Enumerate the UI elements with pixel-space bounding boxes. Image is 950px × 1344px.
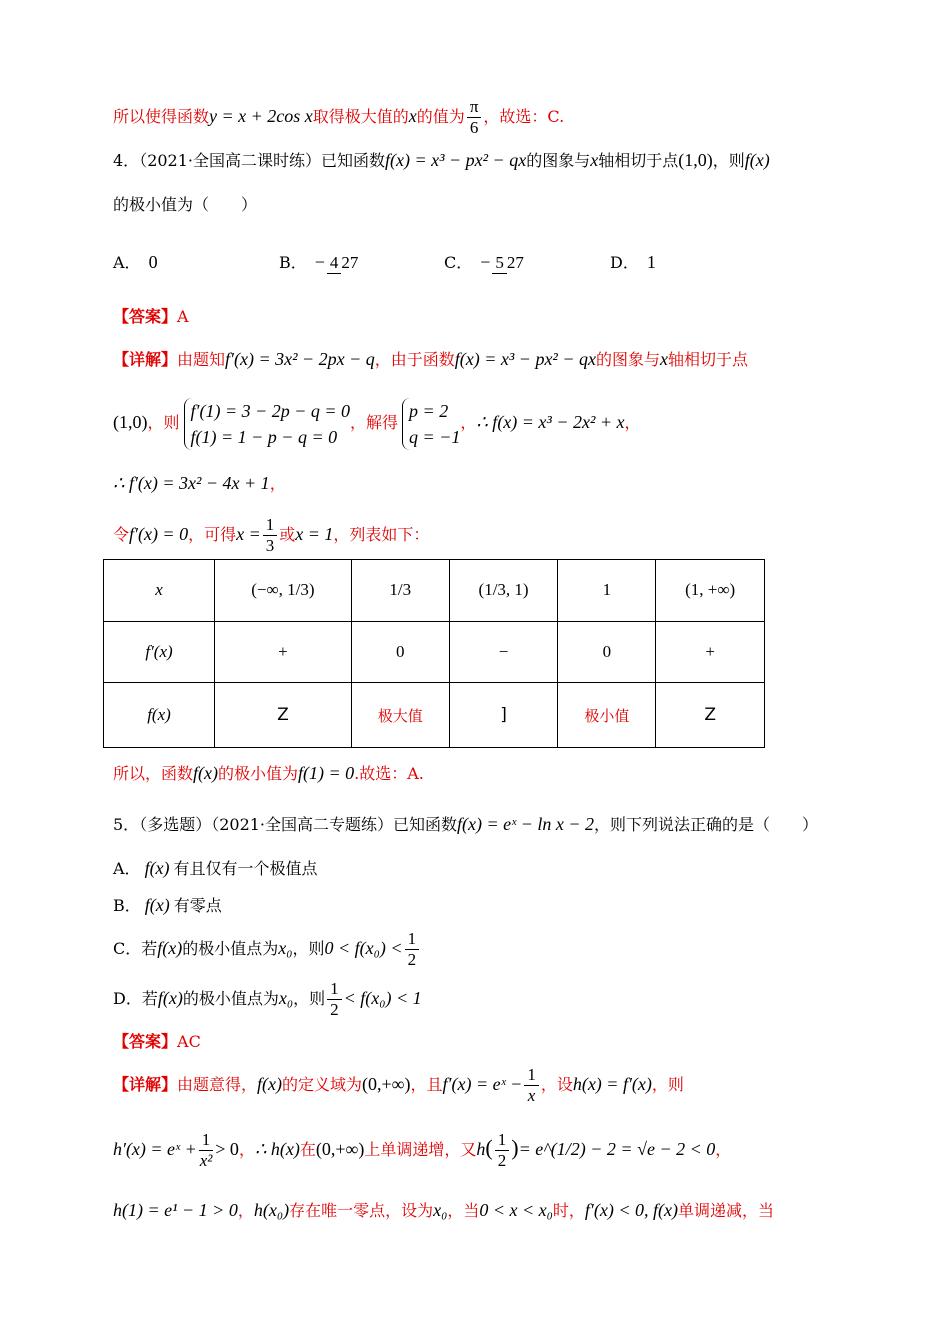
q4-options — [113, 240, 840, 284]
q5-option-a — [113, 855, 840, 882]
q4-option-d-label: D． — [610, 253, 639, 272]
q4-detail-2b: ，解得 — [350, 413, 399, 432]
q4-detail-1 — [113, 346, 840, 373]
q4-stem-var: x — [590, 150, 599, 170]
q5-option-d-frac — [327, 979, 342, 1020]
q5-formula: f(x) = eˣ − ln x − 2 — [457, 814, 595, 834]
q5-option-c-text1: 若 — [141, 939, 158, 958]
q5-detail-3-formula: h(1) = e¹ − 1 > 0 — [113, 1200, 238, 1220]
q5-detail-3c: ，当 — [447, 1201, 480, 1220]
q4-system-2-line1: p = 2 — [409, 400, 449, 421]
q4-detail-1-formula2: f(x) = x³ − px² − qx — [454, 349, 596, 369]
q5-detail-2-frac2 — [495, 1130, 510, 1171]
q3-frac-den: 6 — [469, 118, 479, 137]
q4-detail-1-formula: f′(x) = 3x² − 2px − q — [225, 349, 375, 369]
table-cell: ] — [449, 683, 558, 748]
q5-option-b-label: B． — [113, 896, 141, 915]
q5-detail-1-formula: f′(x) = eˣ − — [442, 1074, 523, 1094]
q4-system-1 — [184, 398, 351, 450]
q5-detail-1-frac — [524, 1065, 539, 1106]
q5-option-d-text3: ，则 — [293, 989, 326, 1008]
q5-answer — [113, 1029, 840, 1055]
q4-stem-c: 轴相切于点 — [598, 151, 679, 170]
q5-detail-2-formula: h′(x) = eˣ + — [113, 1139, 197, 1159]
q4-detail-4-x: x = — [236, 524, 261, 544]
q4-option-b-num: 4 — [327, 253, 342, 274]
q4-detail-2d: ， — [624, 413, 641, 432]
q5-detail-1-domain: (0,+∞) — [362, 1074, 411, 1094]
table-cell: 1 — [558, 560, 656, 622]
q4-detail-tag: 【详解】 — [113, 350, 178, 369]
table-cell: − — [449, 621, 558, 683]
table-row-x — [104, 560, 765, 622]
q4-detail-2-formula: ∴ f(x) = x³ − 2x² + x — [476, 412, 625, 432]
q4-option-c-num: 5 — [492, 253, 507, 274]
q4-conclusion-f: f(x) — [193, 763, 218, 783]
q5-detail-1c: ，且 — [410, 1075, 443, 1094]
q5-option-b — [113, 892, 840, 919]
q4-detail-2 — [113, 394, 840, 450]
q5-detail-2d: ， — [715, 1140, 732, 1159]
q4-option-c — [444, 240, 526, 285]
q4-option-b-label: B． — [279, 253, 307, 272]
table-cell: f′(x) — [104, 621, 215, 683]
q4-stem-b: 的图象与 — [526, 151, 591, 170]
q4-detail-2-point: (1,0) — [113, 412, 148, 432]
q3-text: 所以使得函数 — [113, 107, 210, 126]
q5-source: （2021·全国高二专题练） — [211, 815, 394, 834]
q4-answer-value: A — [177, 307, 189, 326]
q5-option-d-f: f(x) — [157, 988, 183, 1008]
table-cell: 极大值 — [351, 683, 449, 748]
q4-detail-1a: 由题知 — [177, 350, 226, 369]
q5-detail-1-den: x — [527, 1086, 536, 1105]
q4-option-c-frac — [492, 253, 524, 274]
q5-detail-1-num: 1 — [524, 1065, 539, 1086]
q5-detail-3-range: 0 < x < x₀ — [479, 1200, 553, 1220]
q5-detail-1 — [113, 1062, 840, 1106]
q5-stem-b: ，则下列说法正确的是（ ） — [594, 815, 819, 834]
q4-option-c-sign: − — [480, 252, 491, 272]
q4-detail-3a: ， — [269, 474, 286, 493]
q4-detail-4b: ，可得 — [188, 525, 237, 544]
q4-answer — [113, 304, 840, 330]
q4-stem-a: 已知函数 — [321, 151, 386, 170]
table-cell: (1/3, 1) — [449, 560, 558, 622]
q5-option-d-text1: 若 — [141, 989, 158, 1008]
q4-detail-2c: ， — [460, 413, 477, 432]
q5-detail-2a: ， — [238, 1140, 255, 1159]
q5-number: 5． — [113, 815, 140, 834]
q4-conclusion-a: 所以，函数 — [113, 764, 194, 783]
q5-option-a-f: f(x) — [144, 858, 170, 878]
table-cell: x — [104, 560, 215, 622]
q3-formula: y = x + 2cos x — [209, 106, 313, 126]
q4-detail-4a: 令 — [113, 525, 130, 544]
q3-text-mid: 取得极大值的 — [312, 107, 409, 126]
q4-option-d — [610, 240, 656, 285]
q5-detail-3a: ， — [237, 1201, 254, 1220]
q4-detail-4d: ，列表如下： — [333, 525, 430, 544]
q4-answer-tag: 【答案】 — [113, 307, 178, 326]
q5-detail-2-frac — [199, 1130, 214, 1171]
q4-detail-4-formula2: x = 1 — [295, 524, 334, 544]
table-cell: + — [215, 621, 352, 683]
q5-detail-1-f: f(x) — [257, 1074, 283, 1094]
q4-source: （2021·全国高二课时练） — [139, 151, 321, 170]
q5-option-d-x0: x₀ — [278, 988, 294, 1008]
q5-option-b-f: f(x) — [144, 895, 170, 915]
table-cell: f(x) — [104, 683, 215, 748]
q5-detail-3d: 时， — [552, 1201, 585, 1220]
q5-option-c-num: 1 — [405, 929, 420, 950]
q4-option-c-label: C． — [444, 253, 473, 272]
q5-detail-3e: 单调递减，当 — [677, 1201, 774, 1220]
q4-detail-4-frac — [263, 515, 278, 556]
q4-system-2 — [402, 398, 460, 450]
q5-detail-2-den: x² — [199, 1151, 213, 1170]
q4-conclusion-c: .故选：A. — [354, 764, 424, 783]
q4-detail-4c: 或 — [279, 525, 296, 544]
q5-detail-3-h: h(x₀) — [253, 1200, 290, 1220]
q5-detail-1d: ，设 — [540, 1075, 573, 1094]
q4-stem-cont — [113, 192, 840, 218]
q4-system-2-line2: q = −1 — [409, 426, 461, 447]
q5-stem — [113, 811, 840, 838]
q5-detail-2-gt: > 0 — [215, 1139, 239, 1159]
q4-system-1-line2: f(1) = 1 − p − q = 0 — [190, 426, 338, 447]
q4-point: (1,0) — [678, 150, 713, 170]
q3-var: x — [408, 106, 417, 126]
table-cell: Z — [656, 683, 765, 748]
table-cell: (−∞, 1/3) — [215, 560, 352, 622]
q4-detail-4-den: 3 — [265, 536, 275, 555]
q5-detail-2-num2: 1 — [495, 1130, 510, 1151]
q5-detail-1a: 由题意得， — [177, 1075, 258, 1094]
q4-detail-2a: ，则 — [147, 413, 180, 432]
table-cell: 0 — [558, 621, 656, 683]
q5-detail-2-num: 1 — [199, 1130, 214, 1151]
q5-detail-1e: ，则 — [651, 1075, 684, 1094]
q5-option-d-den: 2 — [330, 1000, 339, 1019]
q5-detail-2: h′(x) = eˣ + $\frac{1}{\text{x²}}$ > 0，∴ h(x)在(0,+∞)上单调递增，又h( $\frac{1}{2}$ )= e^(1/2) − 2 = √e − 2 < 0， — [113, 1130, 732, 1170]
q4-stem-d: ，则 — [712, 151, 745, 170]
table-cell: Z — [215, 683, 352, 748]
table-cell: (1, +∞) — [656, 560, 765, 622]
q5-detail-3-x0: x₀ — [433, 1200, 448, 1220]
q4-formula: f(x) = x³ − px² − qx — [385, 150, 527, 170]
q3-frac-num: π — [467, 97, 482, 118]
q5-detail-2-formula2: = e^(1/2) − 2 = √e − 2 < 0 — [518, 1139, 716, 1159]
q5-detail-2b: 在 — [299, 1140, 316, 1159]
q4-option-b-sign: − — [314, 252, 325, 272]
q5-option-a-label: A． — [113, 859, 141, 878]
q4-stem — [113, 147, 840, 174]
table-cell: 1/3 — [351, 560, 449, 622]
q4-conclusion-formula: f(1) = 0 — [298, 763, 355, 783]
q5-option-c-formula: 0 < f(x₀) < — [324, 938, 403, 958]
q4-detail-1c: 的图象与 — [595, 350, 660, 369]
q5-option-d — [113, 976, 840, 1020]
q5-detail-1b: 的定义域为 — [282, 1075, 363, 1094]
q5-detail-2-h2: h — [476, 1139, 486, 1159]
q5-option-c-frac — [405, 929, 420, 970]
q4-detail-1-var: x — [659, 349, 668, 369]
q4-option-d-value: 1 — [646, 252, 656, 272]
q3-suffix: ，故选：C. — [483, 107, 565, 126]
q4-detail-1d: 轴相切于点 — [667, 350, 748, 369]
q5-option-d-label: D． — [113, 989, 142, 1008]
q5-detail-3 — [113, 1197, 840, 1224]
q5-detail-2-h: ∴ h(x) — [254, 1139, 300, 1159]
q4-detail-4-formula: f′(x) = 0 — [129, 524, 189, 544]
q4-stem-e: 的极小值为（ ） — [113, 195, 258, 214]
table-cell: 极小值 — [558, 683, 656, 748]
q4-option-a-label: A． — [113, 253, 141, 272]
q4-option-a — [113, 240, 158, 285]
q5-option-d-text2: 的极小值点为 — [182, 989, 279, 1008]
q5-detail-2-den2: 2 — [497, 1151, 507, 1170]
table-cell: + — [656, 621, 765, 683]
q4-option-b — [279, 240, 360, 285]
q5-option-c-text3: ，则 — [292, 939, 325, 958]
q4-option-b-den: 27 — [341, 253, 359, 272]
q5-type: （多选题） — [139, 815, 212, 834]
q5-detail-3-formula2: f′(x) < 0, f(x) — [584, 1200, 678, 1220]
q5-detail-3b: 存在唯一零点，设为 — [289, 1201, 434, 1220]
q4-detail-1b: ，由于函数 — [374, 350, 455, 369]
q5-option-c — [113, 926, 840, 970]
q5-option-b-text: 有零点 — [173, 896, 222, 915]
q3-text-mid2: 的值为 — [416, 107, 465, 126]
table-row-f — [104, 683, 765, 748]
q4-option-b-frac — [327, 253, 359, 274]
q5-detail-2c: 上单调递增，又 — [364, 1140, 477, 1159]
q4-detail-4 — [113, 512, 840, 556]
q5-option-d-formula: < f(x₀) < 1 — [343, 988, 422, 1008]
q4-option-a-value: 0 — [148, 252, 158, 272]
q4-detail-3-formula: ∴ f′(x) = 3x² − 4x + 1 — [113, 473, 270, 493]
table-row-fprime — [104, 621, 765, 683]
q5-option-c-den: 2 — [407, 950, 417, 969]
q4-fx: f(x) — [744, 150, 770, 170]
q5-detail-tag: 【详解】 — [113, 1075, 178, 1094]
q4-conclusion — [113, 760, 840, 787]
q3-conclusion — [113, 97, 840, 138]
q5-answer-value: AC — [177, 1032, 201, 1051]
q4-conclusion-b: 的极小值为 — [218, 764, 299, 783]
q4-number: 4． — [113, 151, 140, 170]
q5-stem-a: 已知函数 — [393, 815, 458, 834]
q5-option-c-label: C． — [113, 939, 142, 958]
q4-detail-3 — [113, 470, 840, 497]
q5-answer-tag: 【答案】 — [113, 1032, 178, 1051]
q5-option-c-x0: x₀ — [278, 938, 293, 958]
q5-option-c-text2: 的极小值点为 — [182, 939, 279, 958]
q5-option-d-num: 1 — [327, 979, 342, 1000]
table-cell: 0 — [351, 621, 449, 683]
q4-detail-4-num: 1 — [263, 515, 278, 536]
q5-option-c-f: f(x) — [157, 938, 183, 958]
q5-option-a-text: 有且仅有一个极值点 — [173, 859, 318, 878]
q3-fraction — [467, 97, 482, 138]
monotonicity-table — [103, 559, 765, 748]
q4-option-c-den: 27 — [506, 253, 524, 272]
q4-system-1-line1: f′(1) = 3 − 2p − q = 0 — [190, 400, 351, 421]
q5-detail-2-domain: (0,+∞) — [315, 1139, 365, 1159]
q5-detail-1-formula2: h(x) = f′(x) — [572, 1074, 652, 1094]
